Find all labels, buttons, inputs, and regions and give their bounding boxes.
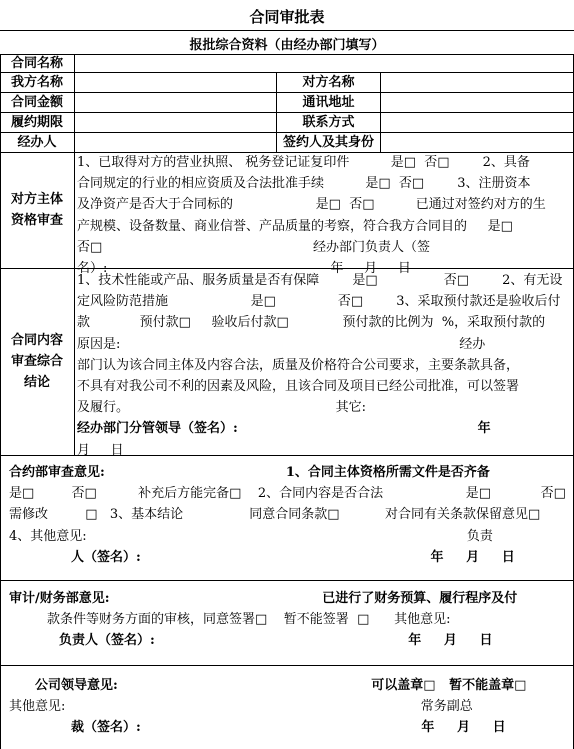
text-line: 是□ 否□ 补充后方能完备□ 2、合同内容是否合法 是□ 否□ bbox=[9, 486, 566, 502]
leader-review-body bbox=[9, 675, 571, 747]
section-label-content-review bbox=[0, 330, 74, 393]
text-line: 经办部门分管领导（签名）: 年 bbox=[77, 421, 491, 437]
text-line: 人（签名）: 年 月 日 bbox=[71, 549, 515, 565]
text-line: 审计/财务部意见: 已进行了财务预算、履行程序及付 bbox=[9, 591, 518, 606]
text-line: 公司领导意见: 可以盖章□ 暂不能盖章□ bbox=[35, 678, 527, 693]
text-line: 款 预付款□ 验收后付款□ 预付款的比例为 %，采取预付款的 bbox=[77, 315, 546, 331]
contact-field[interactable] bbox=[381, 113, 572, 131]
text-line: 合约部审查意见: 1、合同主体资格所需文件是否齐备 bbox=[9, 465, 490, 480]
divider bbox=[0, 665, 574, 666]
text-line: 原因是: 经办 bbox=[77, 336, 486, 352]
other-party-field[interactable] bbox=[381, 73, 572, 91]
label-line: 对方主体 bbox=[10, 192, 63, 207]
subject-review-body bbox=[77, 152, 572, 277]
text-line: 1、技术性能或产品、服务质量是否有保障 是□ 否□ 2、有无设 bbox=[77, 273, 563, 288]
contract-name-field[interactable] bbox=[75, 55, 572, 71]
label-line: 结论 bbox=[23, 375, 50, 390]
field-label-contact: 联系方式 bbox=[302, 115, 355, 130]
divider bbox=[0, 580, 574, 581]
content-review-body bbox=[77, 270, 572, 458]
handler-field[interactable] bbox=[75, 133, 275, 151]
address-field[interactable] bbox=[381, 93, 572, 111]
term-field[interactable] bbox=[75, 113, 275, 131]
text-line: 名）: 年 月 日 bbox=[77, 261, 411, 277]
signer-field[interactable] bbox=[381, 133, 572, 151]
field-label-our-party: 我方名称 bbox=[10, 75, 63, 90]
text-line: 4、其他意见: 负责 bbox=[9, 528, 493, 544]
field-label-handler: 经办人 bbox=[17, 135, 57, 150]
field-label-contract-name: 合同名称 bbox=[10, 56, 63, 71]
field-label-contract-amount: 合同金额 bbox=[10, 95, 63, 110]
section-label-subject-review bbox=[0, 189, 74, 231]
text-line: 否□ 经办部门负责人（签 bbox=[77, 239, 431, 255]
legal-review-body bbox=[9, 462, 571, 579]
text-line: 定风险防范措施 是□ 否□ 3、采取预付款还是验收后付 bbox=[77, 294, 561, 310]
text-line: 负责人（签名）: 年 月 日 bbox=[59, 633, 493, 649]
text-line: 1、已取得对方的营业执照、 税务登记证复印件 是□ 否□ 2、具备 bbox=[77, 155, 530, 170]
finance-review-body bbox=[9, 588, 571, 664]
text-line: 及履行。 其它: bbox=[77, 400, 366, 416]
text-line: 产规模、设备数量、商业信誉、产品质量的考察，符合我方合同目的 是□ bbox=[77, 218, 513, 234]
divider bbox=[0, 54, 1, 749]
text-line: 不具有对我公司不利的因素及风险，且该合同及项目已经公司批准，可以签署 bbox=[77, 379, 520, 395]
label-line: 资格审查 bbox=[10, 213, 63, 228]
divider bbox=[0, 30, 574, 31]
field-label-term: 履约期限 bbox=[10, 115, 63, 130]
form-title: 合同审批表 bbox=[249, 8, 325, 26]
field-label-other-party: 对方名称 bbox=[302, 75, 355, 90]
text-line: 月 日 bbox=[77, 442, 124, 458]
our-party-field[interactable] bbox=[75, 73, 275, 91]
text-line: 裁（签名）: 年 月 日 bbox=[71, 720, 506, 736]
text-line: 部门认为该合同主体及内容合法，质量及价格符合公司要求，主要条款具备， bbox=[77, 357, 520, 373]
field-label-signer: 签约人及其身份 bbox=[282, 135, 374, 150]
text-line: 其他意见: 常务副总 bbox=[9, 699, 473, 715]
field-label-address: 通讯地址 bbox=[302, 95, 355, 110]
text-line: 需修改 □ 3、基本结论 同意合同条款□ 对合同有关条款保留意见□ bbox=[9, 507, 541, 523]
text-line: 合同规定的行业的相应资质及合法批准手续 是□ 否□ 3、注册资本 bbox=[77, 176, 531, 192]
form-subtitle: 报批综合资料（由经办部门填写） bbox=[189, 38, 385, 53]
text-line: 款条件等财务方面的审核，同意签署□ 暂不能签署 □ 其他意见: bbox=[47, 612, 451, 628]
contract-amount-field[interactable] bbox=[75, 93, 275, 111]
label-line: 合同内容 bbox=[10, 333, 63, 348]
label-line: 审查综合 bbox=[10, 354, 63, 369]
text-line: 及净资产是否大于合同标的 是□ 否□ 已通过对签约对方的生 bbox=[77, 197, 546, 213]
